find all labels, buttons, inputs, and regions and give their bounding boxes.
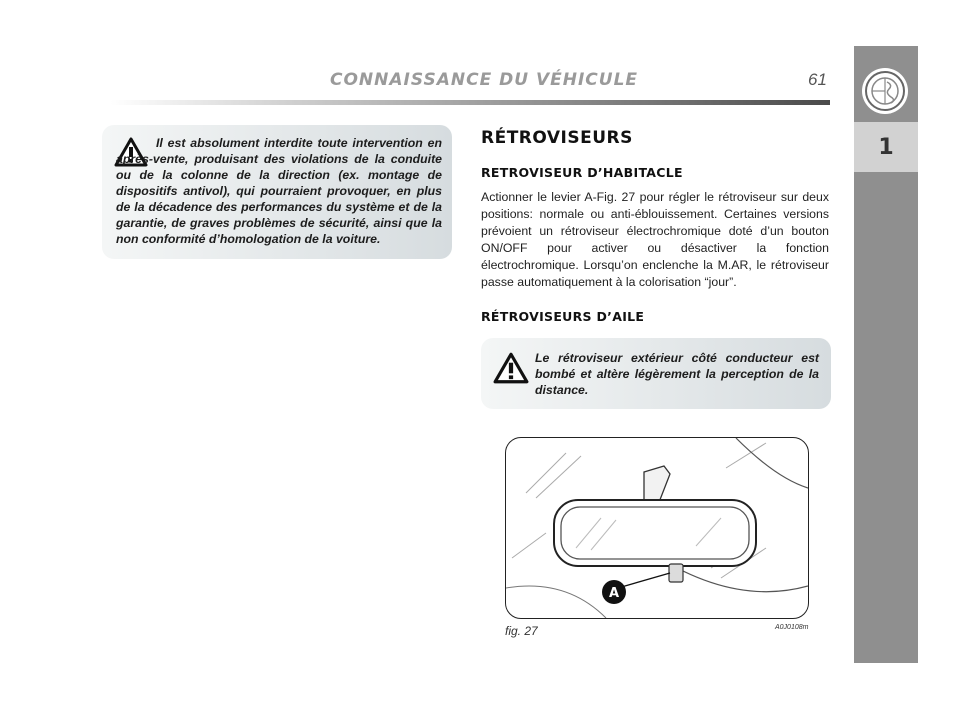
warning-triangle-icon xyxy=(493,352,529,384)
warning-text-steering: Il est absolument interdite toute intervention en après-vente, produisant des violations de la conduite ou de la colonne de la direction (ex. montage de dispositifs antivol), qui pourraient provoquer, en plus de la décadence des performances du système et de la garantie, de graves problèmes de sécurité, ainsi que la non conformité d’homologation de la voiture. xyxy=(116,136,442,246)
alfa-romeo-logo-icon xyxy=(862,68,908,114)
warning-text-mirror: Le rétroviseur extérieur côté conducteur est bombé et altère légèrement la perception de la distance. xyxy=(535,351,819,397)
figure-rearview-mirror xyxy=(505,437,809,619)
figure-caption: fig. 27 xyxy=(505,624,538,638)
page-header-title: CONNAISSANCE DU VÉHICULE xyxy=(330,70,639,90)
section-title: RÉTROVISEURS xyxy=(481,128,633,148)
rearview-mirror-illustration xyxy=(506,438,808,618)
subsection-title-wing-mirrors: RÉTROVISEURS D’AILE xyxy=(481,309,645,324)
warning-box-mirror xyxy=(481,338,831,409)
callout-a-label: A xyxy=(608,586,620,601)
chapter-tab[interactable]: 1 xyxy=(854,122,918,172)
warning-box-steering xyxy=(102,125,452,259)
figure-code: A0J0108m xyxy=(775,624,809,631)
header-rule xyxy=(110,100,830,105)
page-number: 61 xyxy=(808,70,827,89)
subsection-title-interior-mirror: RETROVISEUR D’HABITACLE xyxy=(481,165,683,180)
body-text-interior-mirror: Actionner le levier A-Fig. 27 pour régler le rétroviseur sur deux positions: normale ou anti-éblouissement. Certaines versions prévoient un rétroviseur électrochromique doté d’un bouton ON/OFF pour activer ou désactiver la fonction électrochromique. Lorsqu’on enclenche la M.AR, le rétroviseur passe automatiquement à la colorisation “jour”. xyxy=(481,190,829,289)
